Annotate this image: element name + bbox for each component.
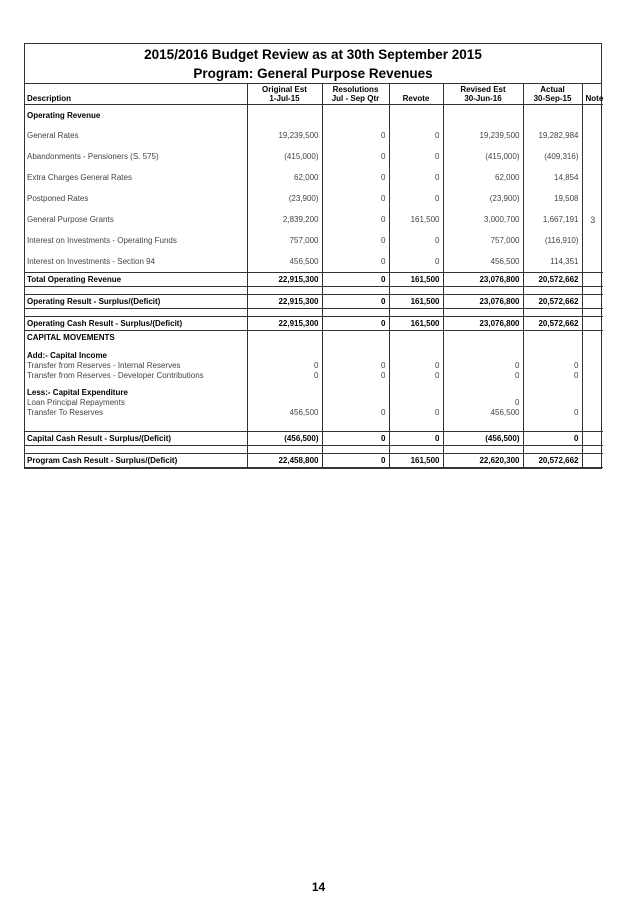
row-description: Extra Charges General Rates [25,167,247,188]
cell-actual: (409,316) [523,146,582,167]
cell-note [582,407,603,417]
col-description: Description [25,84,247,105]
section-heading: Operating Revenue [25,105,247,126]
cell-note [582,454,603,468]
cell-original: 22,915,300 [247,295,322,309]
cell-revote: 0 [389,167,443,188]
cell-note [582,167,603,188]
row-description: Transfer To Reserves [25,407,247,417]
row-description: Interest on Investments - Section 94 [25,251,247,273]
cell-note [582,188,603,209]
col-actual: Actual 30-Sep-15 [523,84,582,105]
cell-resolutions [322,397,389,407]
cell-original: (23,900) [247,188,322,209]
cell-actual: 20,572,662 [523,454,582,468]
section-heading: CAPITAL MOVEMENTS [25,331,247,344]
row-description: General Purpose Grants [25,209,247,230]
cell-revised: 757,000 [443,230,523,251]
row-description: Postponed Rates [25,188,247,209]
cell-revised: 456,500 [443,251,523,273]
table-row [25,295,603,309]
operating-revenue-heading [25,105,603,126]
cell-original: 757,000 [247,230,322,251]
cell-original: 456,500 [247,251,322,273]
cell-note [582,317,603,331]
cell-resolutions: 0 [322,188,389,209]
cell-actual [523,397,582,407]
cell-revised: 0 [443,360,523,370]
cell-note: 3 [590,214,596,225]
cell-revised: 19,239,500 [443,125,523,146]
cell-revote: 161,500 [389,209,443,230]
row-description: Program Cash Result - Surplus/(Deficit) [25,454,247,468]
table-row [25,167,603,188]
row-description: Transfer from Reserves - Developer Contributions [25,370,247,380]
cell-actual: 0 [523,432,582,446]
cell-original: 19,239,500 [247,125,322,146]
cell-note [582,432,603,446]
table-row [25,454,603,468]
cell-note [582,146,603,167]
col-revised: Revised Est 30-Jun-16 [443,84,523,105]
cell-revised: 456,500 [443,407,523,417]
cell-actual: 0 [523,360,582,370]
col-resolutions: Resolutions Jul - Sep Qtr [322,84,389,105]
cell-actual: 114,351 [523,251,582,273]
section-heading: Add:- Capital Income [25,350,247,360]
cell-revote: 0 [389,370,443,380]
cell-note [582,230,603,251]
cell-actual: 20,572,662 [523,295,582,309]
cell-resolutions: 0 [322,251,389,273]
table-row [25,360,603,370]
cell-original: 0 [247,360,322,370]
row-description: Transfer from Reserves - Internal Reserves [25,360,247,370]
cell-revote: 0 [389,360,443,370]
table-row [25,432,603,446]
cell-actual: 19,508 [523,188,582,209]
cell-original: 22,915,300 [247,317,322,331]
cell-revote: 0 [389,432,443,446]
table-row [25,188,603,209]
row-description: Operating Result - Surplus/(Deficit) [25,295,247,309]
cell-actual: 0 [523,407,582,417]
cell-actual: 14,854 [523,167,582,188]
row-description: Loan Principal Repayments [25,397,247,407]
row-description: Interest on Investments - Operating Funds [25,230,247,251]
row-description: Capital Cash Result - Surplus/(Deficit) [25,432,247,446]
cell-actual: 19,282,984 [523,125,582,146]
row-description: General Rates [25,125,247,146]
cell-revised: (415,000) [443,146,523,167]
cell-resolutions: 0 [322,230,389,251]
cell-resolutions: 0 [322,370,389,380]
capital-movements-heading [25,331,603,344]
cell-revised: (456,500) [443,432,523,446]
table-row [25,273,603,287]
table-row [25,397,603,407]
cell-actual: 20,572,662 [523,317,582,331]
cell-note [582,360,603,370]
cell-revised: 0 [443,397,523,407]
cell-revised: 23,076,800 [443,317,523,331]
table-row [25,407,603,417]
table-row [25,251,603,273]
table-row [25,146,603,167]
cell-revote: 161,500 [389,317,443,331]
cell-actual: 1,667,191 [523,209,582,230]
table-row [25,125,603,146]
report-title [25,44,601,84]
title-line-1: 2015/2016 Budget Review as at 30th September 2015 [144,47,482,62]
cell-note [582,295,603,309]
cell-resolutions: 0 [322,125,389,146]
cell-revised: 0 [443,370,523,380]
table-body [25,105,603,468]
table-row [25,317,603,331]
col-original: Original Est 1-Jul-15 [247,84,322,105]
cell-original: 0 [247,370,322,380]
cell-revote: 0 [389,125,443,146]
table-row [25,230,603,251]
col-note: Note [582,84,603,105]
section-heading: Less:- Capital Expenditure [25,387,247,397]
table-header [25,84,603,105]
cell-revised: 23,076,800 [443,295,523,309]
cell-resolutions: 0 [322,167,389,188]
cell-resolutions: 0 [322,360,389,370]
cell-revote: 0 [389,146,443,167]
row-description: Abandonments - Pensioners (S. 575) [25,146,247,167]
cell-resolutions: 0 [322,295,389,309]
budget-table [25,84,603,468]
page-number: 14 [311,880,326,894]
cell-original: (415,000) [247,146,322,167]
cell-resolutions: 0 [322,273,389,287]
cell-revised: 62,000 [443,167,523,188]
row-description: Operating Cash Result - Surplus/(Deficit) [25,317,247,331]
row-description: Total Operating Revenue [25,273,247,287]
table-row [25,209,603,230]
cell-revote: 0 [389,188,443,209]
cell-original: 2,839,200 [247,209,322,230]
budget-sheet [24,43,602,469]
cell-note [582,273,603,287]
cell-original: 456,500 [247,407,322,417]
cell-actual: (116,910) [523,230,582,251]
cell-original: 22,915,300 [247,273,322,287]
cell-note [582,251,603,273]
cell-revote: 161,500 [389,295,443,309]
cell-resolutions: 0 [322,407,389,417]
cell-original: 22,458,800 [247,454,322,468]
cell-actual: 20,572,662 [523,273,582,287]
cell-resolutions: 0 [322,454,389,468]
cell-original [247,397,322,407]
cell-resolutions: 0 [322,146,389,167]
cell-original: 62,000 [247,167,322,188]
cell-revised: 3,000,700 [443,209,523,230]
cell-revote: 0 [389,230,443,251]
table-row [25,370,603,380]
cell-revised: 22,620,300 [443,454,523,468]
cell-resolutions: 0 [322,432,389,446]
cell-original: (456,500) [247,432,322,446]
cell-resolutions: 0 [322,317,389,331]
title-line-2: Program: General Purpose Revenues [193,66,433,81]
cell-resolutions: 0 [322,209,389,230]
cell-note [582,397,603,407]
cell-revote: 0 [389,251,443,273]
capital-expenditure-heading [25,387,603,397]
cell-revote: 161,500 [389,273,443,287]
cell-revote: 0 [389,407,443,417]
cell-actual: 0 [523,370,582,380]
cell-revised: (23,900) [443,188,523,209]
cell-revised: 23,076,800 [443,273,523,287]
cell-revote [389,397,443,407]
cell-note [582,125,603,146]
col-revote: Revote [389,84,443,105]
cell-note [582,370,603,380]
cell-revote: 161,500 [389,454,443,468]
capital-income-heading [25,350,603,360]
